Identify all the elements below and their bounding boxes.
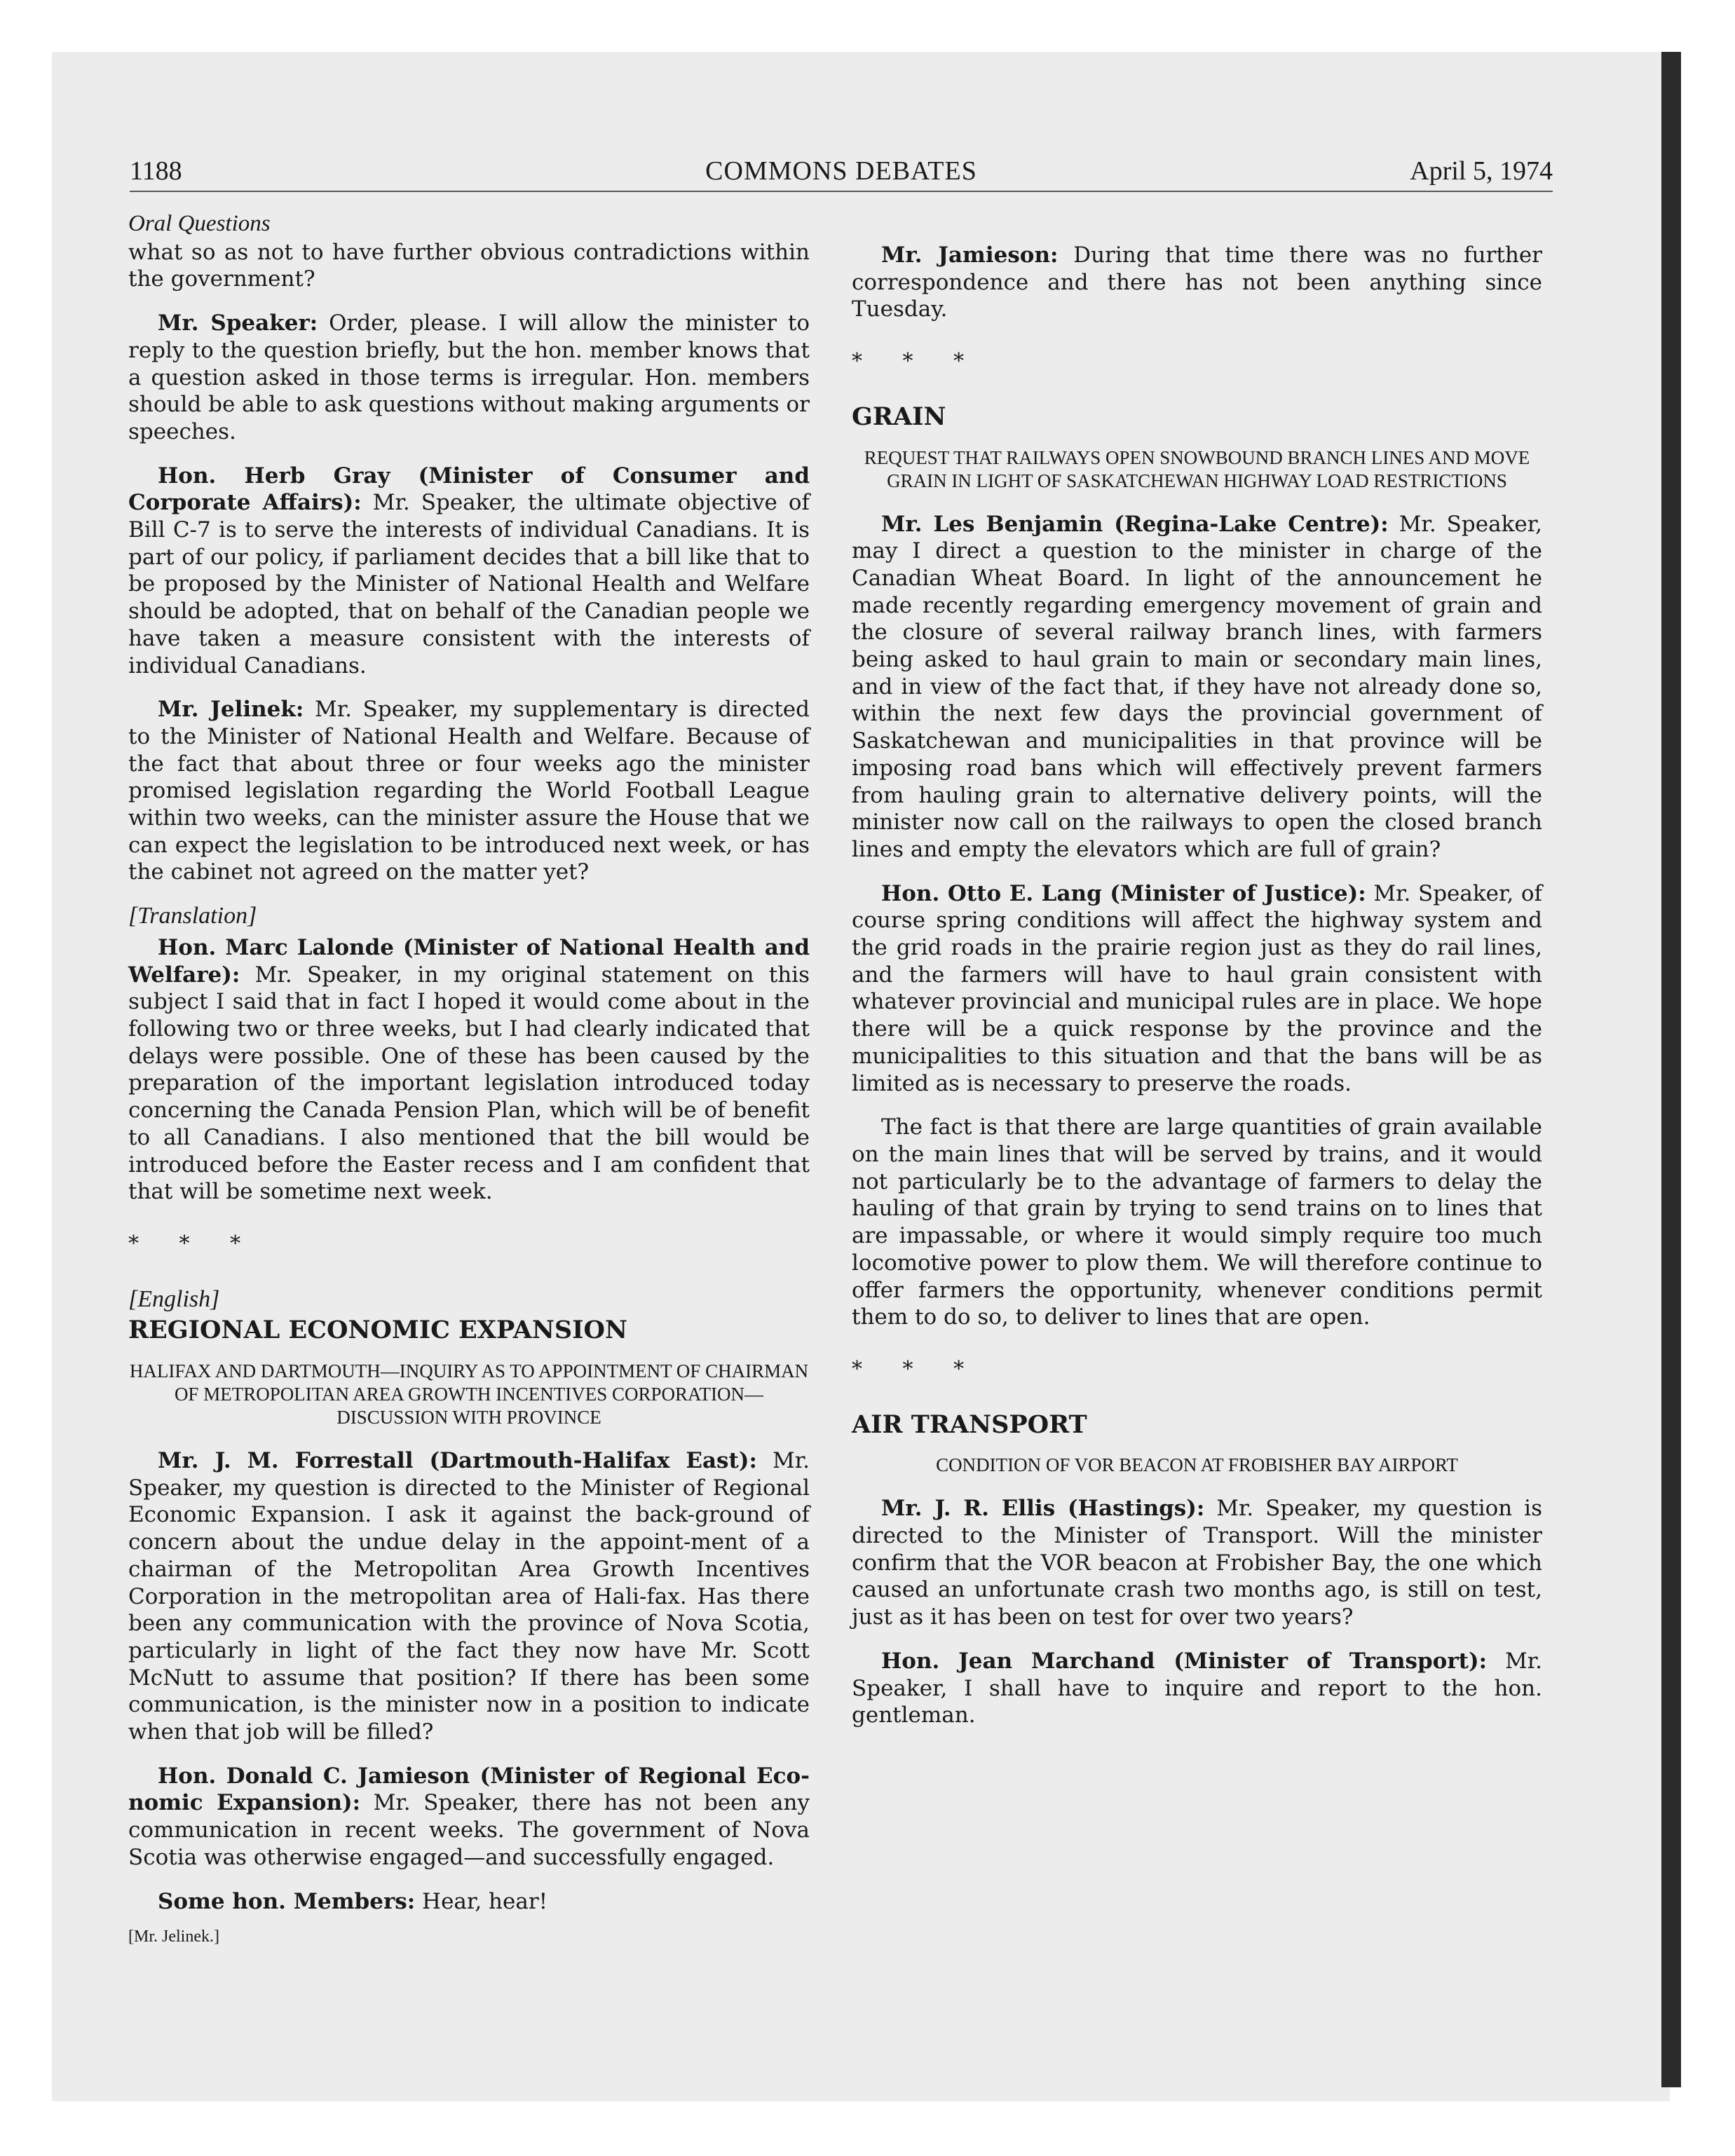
speaker-name: Mr. J. R. Ellis (Hastings):	[881, 1496, 1205, 1522]
paragraph: what so as not to have further obvious contradictions within the government?	[128, 239, 810, 292]
publication-title: COMMONS DEBATES	[705, 156, 977, 186]
page-footer: [Mr. Jelinek.]	[128, 1928, 219, 1946]
speaker-name: Mr. Jamieson:	[881, 243, 1059, 268]
speech-text: Hear, hear!	[415, 1888, 548, 1914]
paragraph	[128, 310, 810, 446]
paragraph	[128, 934, 810, 1206]
paragraph	[852, 511, 1542, 864]
paragraph	[128, 1763, 810, 1871]
subheading: HALIFAX AND DARTMOUTH—INQUIRY AS TO APPOINTMENT OF CHAIRMAN OF METROPOLITAN AREA GROWTH INCENTIVES CORPORATION—DISCUSSION WITH PROVINCE	[129, 1360, 809, 1428]
running-head: Oral Questions	[128, 211, 271, 236]
speech-text: Mr. Speaker, in my original statement on this subject I said that in fact I hoped it would come about in the following two or three weeks, but I had clearly indicated that delays were possible. One of these has been caused by the preparation of the important legislation introduced today concerning the Canada Pension Plan, which will be of benefit to all Canadians. I also mentioned that the bill would be introduced before the Easter recess and I am confident that that will be sometime next week.	[128, 962, 810, 1205]
speaker-name: Mr. Les Benjamin (Regina-Lake Centre):	[881, 511, 1389, 537]
speaker-name: Hon. Otto E. Lang (Minister of Justice):	[881, 880, 1366, 906]
speaker-name: Mr. Speaker:	[158, 311, 318, 336]
speech-text: Mr. Speaker, of course spring conditions will affect the highway system and the grid roads in the prairie region just as they do rail lines, and the farmers will have to haul grain consistent with whatever provincial and municipal rules are in place. We hope there will be a quick response by the province and the municipalities to this situation and that the bans will be as limited as is necessary to preserve the roads.	[852, 880, 1542, 1096]
paragraph	[852, 1648, 1542, 1729]
speech-text: Order, please. I will allow the minister to reply to the question briefly, but the hon. member knows that a question asked in those terms is irregular. Hon. members should be able to ask questions without making arguments or speeches.	[128, 311, 810, 444]
scan-edge-bar	[1661, 52, 1681, 2087]
section-heading: GRAIN	[852, 402, 946, 431]
paragraph	[128, 1447, 810, 1746]
subheading: CONDITION OF VOR BEACON AT FROBISHER BAY AIRPORT	[936, 1454, 1458, 1476]
section-heading: AIR TRANSPORT	[852, 1410, 1087, 1439]
paragraph: The fact is that there are large quantities of grain available on the main lines that will be served by trains, and it would not particularly be to the advantage of farmers to delay the hauling of that grain by trying to send trains on to lines that are impassable, or where it would simply require too much locomotive power to plow them. We will therefore continue to offer farmers the opportunity, whenever conditions permit them to do so, to deliver to lines that are open.	[852, 1114, 1542, 1330]
section-separator: * * *	[128, 1231, 258, 1256]
page-date: April 5, 1974	[1410, 156, 1553, 186]
speech-text: Mr. Speaker, my question is directed to the Minister of Transport. Will the minister confirm that the VOR beacon at Frobisher Bay, the one which caused an unfortunate crash two months ago, is still on test, just as it has been on test for over two years?	[852, 1496, 1542, 1630]
speech-text: Mr. Speaker, there has not been any communication in recent weeks. The government of Nova Scotia was otherwise engaged—and successfully engaged.	[128, 1790, 810, 1870]
section-separator: * * *	[852, 1356, 981, 1381]
paragraph	[852, 880, 1542, 1098]
speaker-name: Some hon. Members:	[158, 1888, 416, 1914]
paragraph	[128, 1888, 810, 1916]
paragraph	[852, 1495, 1542, 1631]
language-marker: [English]	[128, 1285, 220, 1312]
speaker-name: Mr. J. M. Forrestall (Dartmouth-Halifax East):	[158, 1448, 757, 1474]
left-column	[128, 211, 810, 1967]
speech-text: Mr. Speaker, my question is directed to the Minister of Regional Economic Expansion. I ask it against the back-ground of concern about the undue delay in the appoint-ment of a chairman of the Metropolitan Area Growth Incentives Corporation in the metropolitan area of Hali-fax. Has there been any communication with the province of Nova Scotia, particularly in light of the fact they now have Mr. Scott McNutt to assume that position? If there has been some communication, is the minister now in a position to indicate when that job will be filled?	[128, 1448, 810, 1745]
speaker-name: Hon. Donald C. Jamieson (Minister of Regional Eco-nomic Expansion):	[128, 1763, 810, 1816]
paragraph	[128, 463, 810, 680]
speaker-name: Hon. Herb Gray (Minister of Consumer and Corporate Affairs):	[128, 463, 810, 516]
page-number: 1188	[130, 156, 182, 186]
subheading: REQUEST THAT RAILWAYS OPEN SNOWBOUND BRANCH LINES AND MOVE GRAIN IN LIGHT OF SASKATCHEWAN HIGHWAY LOAD RESTRICTIONS	[864, 446, 1530, 491]
speaker-name: Hon. Marc Lalonde (Minister of National Health and Welfare):	[128, 934, 810, 988]
paragraph	[128, 696, 810, 886]
paragraph	[852, 242, 1542, 323]
section-separator: * * *	[852, 349, 981, 374]
speech-text: Mr. Speaker, the ultimate objective of Bill C-7 is to serve the interests of individual Canadians. It is part of our policy, if parliament decides that a bill like that to be proposed by the Minister of National Health and Welfare should be adopted, that on behalf of the Canadian people we have taken a measure consistent with the interests of individual Canadians.	[128, 490, 810, 678]
speech-text: Mr. Speaker, I shall have to inquire and report to the hon. gentleman.	[852, 1648, 1542, 1728]
speech-text: Mr. Speaker, my supplementary is directed to the Minister of National Health and Welfare. Because of the fact that about three or four weeks ago the minister promised legislation regarding the World Football League within two weeks, can the minister assure the House that we can expect the legislation to be introduced next week, or has the cabinet not agreed on the matter yet?	[128, 697, 810, 885]
page-header	[130, 156, 1553, 192]
section-heading: REGIONAL ECONOMIC EXPANSION	[128, 1316, 627, 1345]
speaker-name: Mr. Jelinek:	[158, 697, 304, 723]
speaker-name: Hon. Jean Marchand (Minister of Transport):	[881, 1648, 1488, 1674]
speech-text: Mr. Speaker, may I direct a question to the minister in charge of the Canadian Wheat Board. In light of the announcement he made recently regarding emergency movement of grain and the closure of several railway branch lines, with farmers being asked to haul grain to main or secondary main lines, and in view of the fact that, if they have not already done so, within the next few days the provincial government of Saskatchewan and municipalities in that province will be imposing road bans which will effectively prevent farmers from hauling grain to alternative delivery points, will the minister now call on the railways to open the closed branch lines and empty the elevators which are full of grain?	[852, 511, 1542, 862]
right-column	[852, 242, 1542, 1746]
speech-text: During that time there was no further correspondence and there has not been anything since Tuesday.	[852, 243, 1542, 322]
translation-marker: [Translation]	[128, 903, 257, 929]
